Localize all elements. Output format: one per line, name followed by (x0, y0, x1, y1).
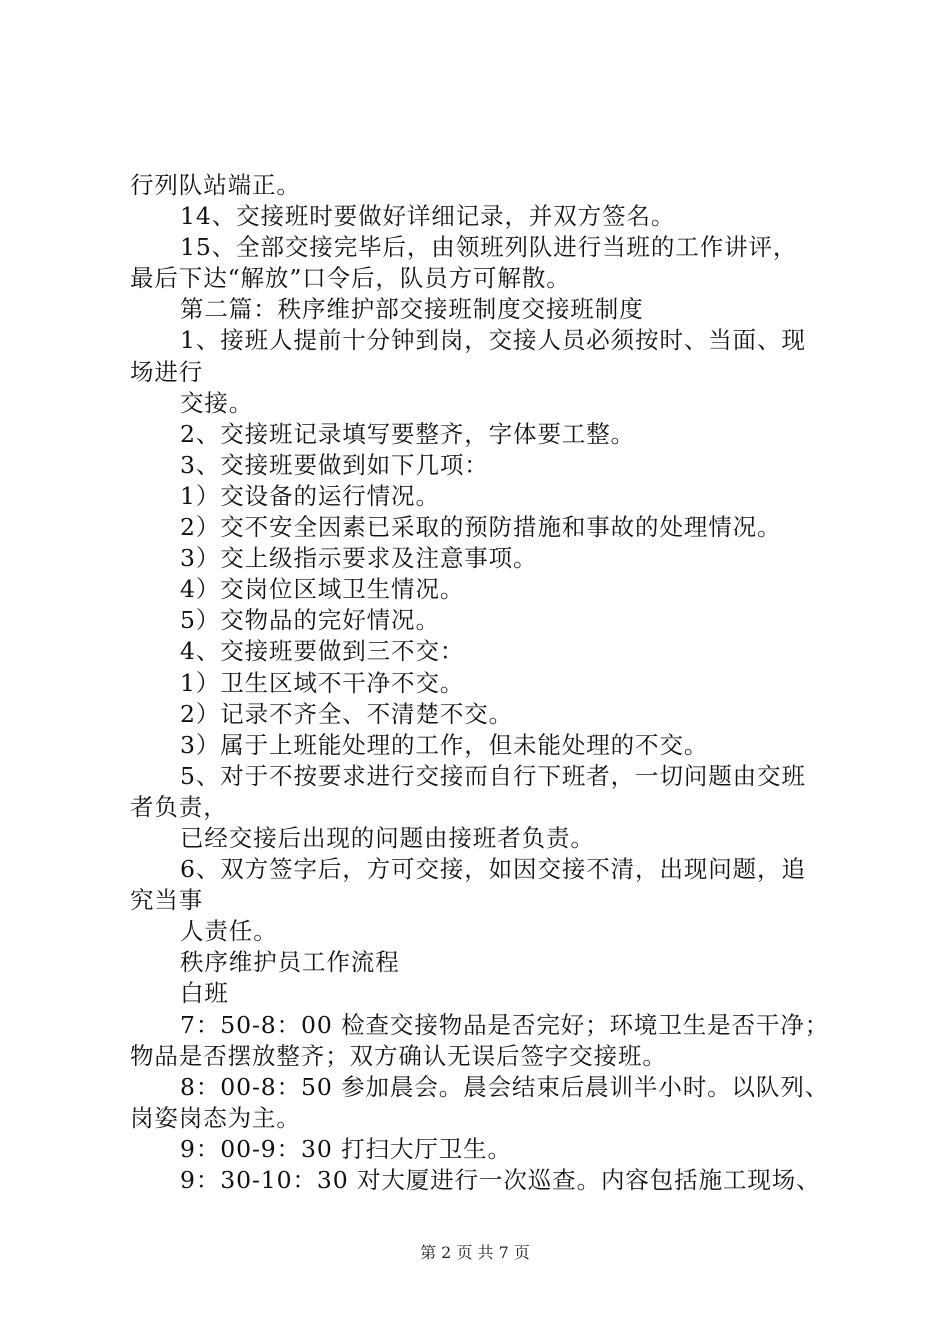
text-line: 15、全部交接完毕后，由领班列队进行当班的工作讲评， (180, 233, 798, 262)
text-line: 物品是否摆放整齐；双方确认无误后签字交接班。 (130, 1041, 667, 1070)
text-line: 4）交岗位区域卫生情况。 (180, 575, 465, 604)
text-line: 最后下达“解放”口令后，队员方可解散。 (130, 264, 571, 293)
text-line: 秩序维护员工作流程 (180, 948, 400, 977)
document-body (0, 170, 950, 1196)
text-line: 3）属于上班能处理的工作，但未能处理的不交。 (180, 730, 709, 759)
text-line: 3）交上级指示要求及注意事项。 (180, 544, 538, 573)
text-line: 6、双方签字后，方可交接，如因交接不清，出现问题，追 (180, 855, 806, 884)
text-line: 1）交设备的运行情况。 (180, 481, 440, 510)
text-line: 行列队站端正。 (130, 171, 301, 199)
text-line: 5）交物品的完好情况。 (180, 606, 440, 635)
text-line: 白班 (180, 979, 229, 1008)
text-line: 究当事 (130, 886, 204, 915)
text-line: 者负责， (130, 792, 228, 821)
text-line: 14、交接班时要做好详细记录，并双方签名。 (180, 202, 676, 231)
text-line: 场进行 (130, 357, 204, 386)
page-number-footer (0, 1240, 950, 1263)
text-line: 已经交接后出现的问题由接班者负责。 (180, 823, 595, 852)
text-line: 4、交接班要做到三不交： (180, 637, 465, 666)
text-line: 人责任。 (180, 917, 278, 946)
text-line: 9：30-10：30 对大厦进行一次巡查。内容包括施工现场、 (180, 1166, 821, 1194)
text-line: 2）交不安全因素已采取的预防措施和事故的处理情况。 (180, 513, 782, 542)
text-line: 2）记录不齐全、不清楚不交。 (180, 699, 514, 728)
text-line: 第二篇：秩序维护部交接班制度交接班制度 (180, 295, 644, 324)
text-line: 9：00-9：30 打扫大厅卫生。 (180, 1134, 512, 1163)
text-line: 岗姿岗态为主。 (130, 1103, 301, 1132)
text-line: 8：00-8：50 参加晨会。晨会结束后晨训半小时。以队列、 (180, 1072, 830, 1101)
text-line: 2、交接班记录填写要整齐，字体要工整。 (180, 419, 636, 448)
text-line: 5、对于不按要求进行交接而自行下班者，一切问题由交班 (180, 761, 806, 790)
text-line: 交接。 (180, 388, 254, 417)
text-line: 3、交接班要做到如下几项： (180, 450, 489, 479)
text-line: 7：50-8：00 检查交接物品是否完好；环境卫生是否干净； (180, 1010, 830, 1039)
text-line: 1、接班人提前十分钟到岗，交接人员必须按时、当面、现 (180, 326, 806, 355)
text-line: 1）卫生区域不干净不交。 (180, 668, 465, 697)
page-indicator: 第 2 页 共 7 页 (420, 1243, 530, 1262)
